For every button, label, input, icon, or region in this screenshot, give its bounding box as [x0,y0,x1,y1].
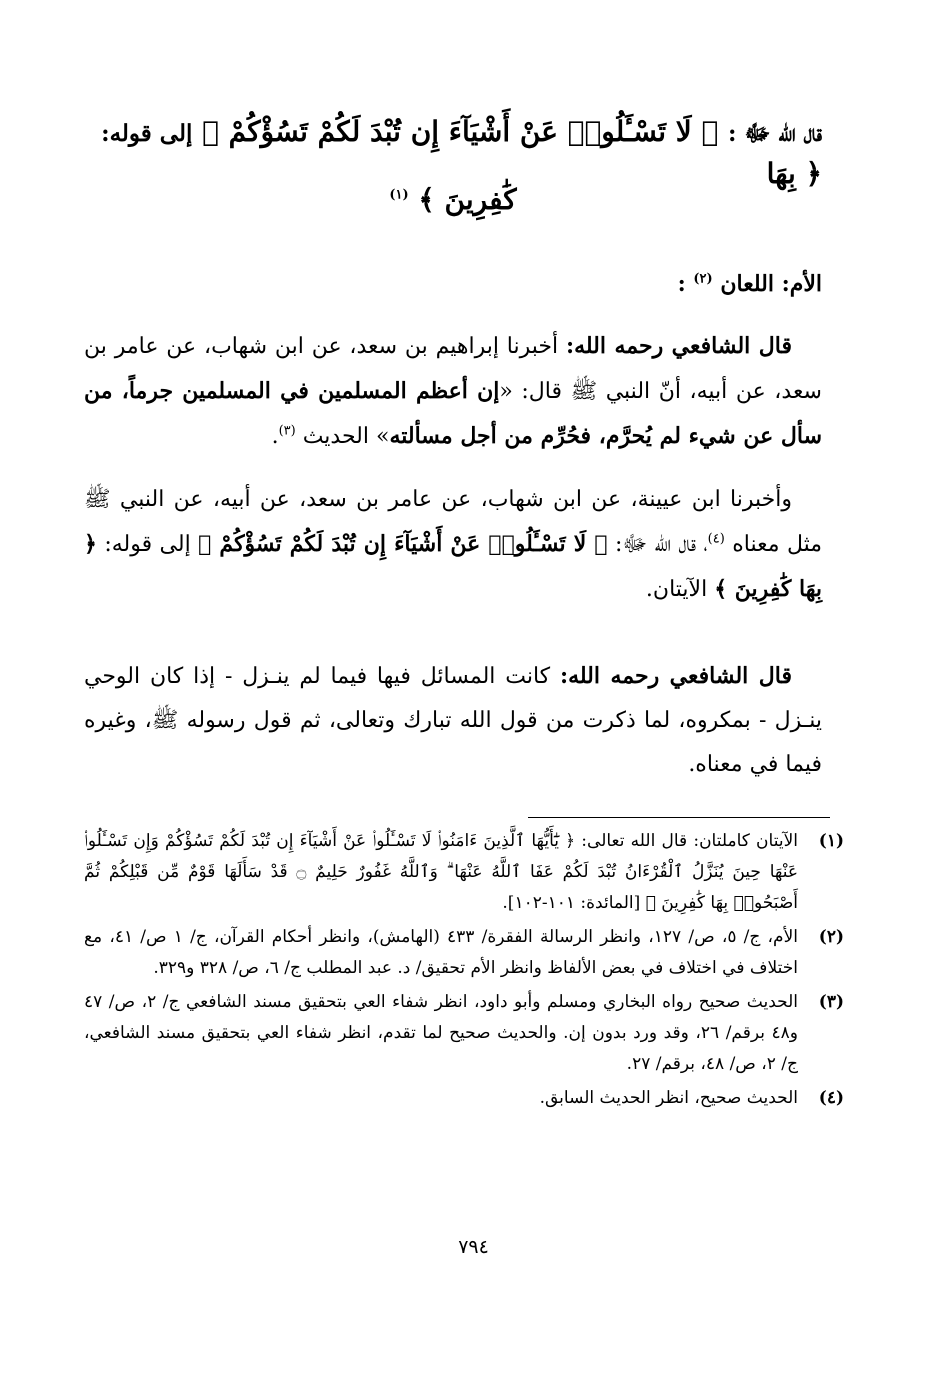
paragraph-2-text-b: ، قال الله ﷻ: [614,532,708,557]
footnote-item [84,922,844,984]
paragraph-3-text: كانت المسائل فيها فيما لم ينـزل - إذا كان الوحي ينـزل - بمكروه، لما ذكرت من قول الله تبارك وتعالى، ثم قول رسوله ﷺ، وغيره فيما في معناه. [84,664,823,777]
section-heading-suffix: : [677,271,686,297]
footnotes [84,826,844,1117]
paragraph-2 [84,478,822,612]
footnote-item [84,987,844,1080]
page-number: ٧٩٤ [458,1236,489,1258]
paragraph-2-verse-end: ﴿ بِهَا كَٰفِرِينَ ﴾ [84,531,822,602]
paragraph-1-text-b: » الحديث [302,424,390,449]
header-verse-start: ﴿ لَا تَسْـَٔلُوا۟ عَنْ أَشْيَآءَ إِن تُبْدَ لَكُمْ تَسُؤْكُمْ ﴾ [202,115,719,148]
footnote-number: (٣) [818,992,844,1012]
paragraph-2-text-d: الآيتان. [645,577,708,602]
section-heading [84,266,822,302]
header-quote-lead: قال الله ﷻ : [728,120,822,147]
paragraph-1-intro: قال الشافعي رحمه الله: [565,333,792,359]
footnote-number: (٤) [818,1088,844,1108]
footnote-text: الحديث صحيح رواه البخاري ومسلم وأبو داود، انظر شفاء العي بتحقيق مسند الشافعي ج/ ٢، ص/ ٤٧ و٤٨ برقم/ ٢٦، وقد ورد بدون إن. والحديث صحيح لما تقدم، انظر شفاء العي بتحقيق مسند الشافعي، ج/ ٢، ص/ ٤٨، برقم/ ٢٧. [84,992,798,1074]
paragraph-1-end: . [271,424,279,449]
paragraph-2-verse: ﴿ لَا تَسْـَٔلُوا۟ عَنْ أَشْيَآءَ إِن تُبْدَ لَكُمْ تَسُؤْكُمْ ﴾ [198,531,608,557]
paragraph-3-intro: قال الشافعي رحمه الله: [559,663,792,689]
hadith-quote: إن أعظم المسلمين في المسلمين جرماً، من سأل عن شيء لم يُحرَّم، فحُرِّم من أجل مسألته [84,378,822,449]
paragraph-2-text-c: إلى قوله: [104,532,191,557]
paragraph-1 [84,324,822,459]
footnote-text: الحديث صحيح، انظر الحديث السابق. [539,1088,798,1108]
footnote-item [84,1083,844,1114]
paragraph-2-text-a: وأخبرنا ابن عيينة، عن ابن شهاب، عن عامر بن سعد، عن أبيه، عن النبي ﷺ مثل معناه [84,487,823,557]
footnote-number: (١) [818,831,844,851]
footnote-text: الأم، ج/ ٥، ص/ ١٢٧، وانظر الرسالة الفقرة/ ٤٣٣ (الهامش)، وانظر أحكام القرآن، ج/ ١ ص/ ٤١، مع اختلاف في اختلاف في بعض الألفاظ وانظر الأم تحقيق/ د. عبد المطلب ج/ ٦، ص/ ٣٢٨ و٣٢٩. [84,927,798,978]
paragraph-1-text-a: أخبرنا إبراهيم بن سعد، عن ابن شهاب، عن عامر بن سعد، عن أبيه، أنّ النبي ﷺ قال: « [84,334,822,404]
header-verse-end-b: كَٰفِرِينَ ﴾ [418,183,517,216]
header-verse-end-a: ﴿ بِهَا [766,157,822,190]
footnote-text: الآيتان كاملتان: قال الله تعالى: ﴿ يَٰٓأَيُّهَا ٱلَّذِينَ ءَامَنُوا۟ لَا تَسْـَٔلُوا۟ عَنْ أَشْيَآءَ إِن تُبْدَ لَكُمْ تَسُؤْكُمْ وَإِن تَسْـَٔلُوا۟ عَنْهَا حِينَ يُنَزَّلُ ٱلْقُرْءَانُ تُبْدَ لَكُمْ عَفَا ٱللَّهُ عَنْهَا ۗ وَٱللَّهُ غَفُورٌ حَلِيمٌ ۝ قَدْ سَأَلَهَا قَوْمٌ مِّن قَبْلِكُمْ ثُمَّ أَصْبَحُوا۟ بِهَا كَٰفِرِينَ ﴾ [المائدة: ١٠١-١٠٢]. [84,831,798,913]
paragraph-3 [84,654,822,787]
header-quote-middle: إلى قوله: [101,120,193,147]
footnote-divider [528,817,830,818]
footnote-ref-3[interactable]: (٣) [278,423,296,439]
footnote-number: (٢) [818,927,844,947]
footnote-ref-1[interactable]: (١) [389,187,409,203]
footnote-item [84,826,844,919]
section-heading-label: الأم: اللعان [720,271,822,297]
header-quote-line-2 [84,180,822,220]
footnote-ref-4[interactable]: (٤) [707,531,725,547]
footnote-ref-2[interactable]: (٢) [693,271,713,287]
